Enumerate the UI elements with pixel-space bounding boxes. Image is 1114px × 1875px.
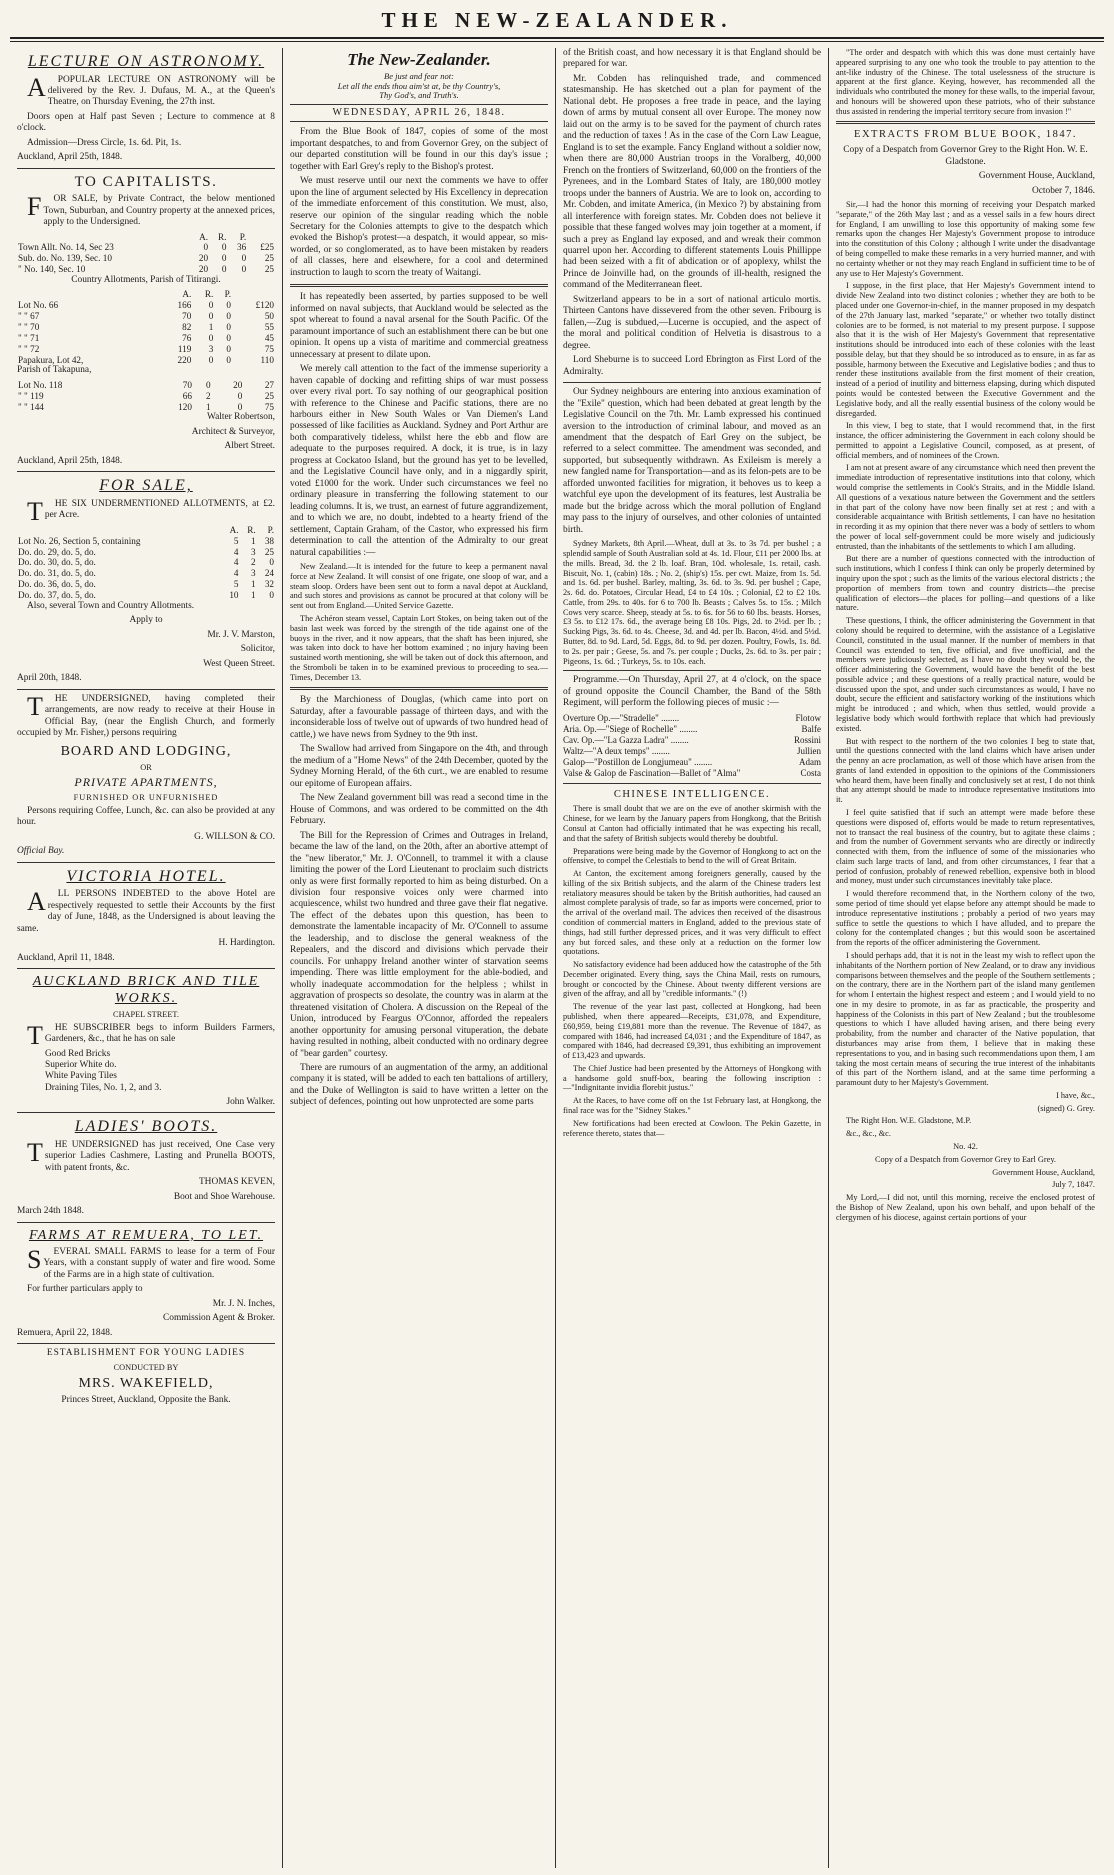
article-paragraph: But there are a number of questions connected with the introduction of such institutions, which I confess I think can only be properly determined by inquiry upon the spot ; such as the limits of the various electoral districts ; the proportion of members from town and country districts—the precise qualification of electors—the places for polling—and questions of a like nature.: [836, 554, 1095, 613]
ad-signature: Albert Street.: [224, 441, 275, 452]
quoted-paragraph: The Achéron steam vessel, Captain Lort Stokes, on being taken out of the basin last week was forced by the strength of the tide against one of the buoys in the river, and it now appears, that the shaft has been injured, she was taken into dock to have her bottom examined ; no injury having been sustained worth mentioning, she will be taken out of dock this afternoon, and the Stromboli be taken in to be examined previous to proceeding to sea.—Times, December 13.: [290, 614, 548, 682]
list-item: White Paving Tiles: [45, 1071, 117, 1082]
ad-title: FOR SALE,: [99, 477, 193, 495]
article-paragraph: No satisfactory evidence had been adduced how the catastrophe of the 5th December originated. Every thing, says the China Mail, rests on rumours, brought or concocted by the Chinese. About twenty different versions are given of the affray, and all by "credible informants." (!): [563, 960, 821, 999]
table-row: Lot No. 26, Section 5, containing 5 1 38: [18, 535, 274, 546]
ad-ladies-boots: [17, 1117, 275, 1217]
ad-title: TO CAPITALISTS.: [74, 173, 218, 190]
article-paragraph: At the Races, to have come off on the 1st February last, at Hongkong, the final race was for the "Sidney Stakes.": [563, 1096, 821, 1116]
ad-date: Auckland, April 11, 1848.: [17, 952, 115, 963]
article-paragraph: The Chief Justice had been presented by the Attorneys of Hongkong with a handsome gold snuff-box, bearing the following inscription :—"Indignitante invidia florebit justus.": [563, 1063, 821, 1093]
ad-title: VICTORIA HOTEL.: [66, 867, 226, 885]
article-paragraph: There is small doubt that we are on the eve of another skirmish with the Chinese, for we learn by the January papers from Hongkong, that the British Consul at Canton had officially intimated that he was expecting his recall, and that the safety of British subjects would thereby be doubtful.: [563, 804, 821, 843]
column-news: [556, 48, 829, 1868]
table-row: Lot No. 66 166 0 0 £120: [18, 300, 274, 311]
table-row: Do. do. 29, do. 5, do. 4 3 25: [18, 546, 274, 557]
article-paragraph: Sir,—I had the honor this morning of receiving your Despatch marked "separate," of the 26th May last ; and as a vessel sails in a few hours direct for England, I am unwilling to lose this opportunity of making some few remarks upon the changes Her Majesty's Government propose to introduce into the constitution of this Colony ; although I write under the disadvantage of being compelled to make these remarks in a very hurried manner, and with no certainty whether or not they may reach England in sufficient time to be of any use to Her Majesty's Government.: [836, 200, 1095, 278]
divider: [836, 121, 1095, 124]
article-paragraph: It has repeatedly been asserted, by parties supposed to be well informed on naval subjects, that Auckland would be selected as the spot whereat to found a naval arsenal for the South Pacific. Of the paramount importance of such an establishment there can be but one opinion. It opens up a vista of maritime and commercial greatness unnecessary at present to dilate upon.: [290, 292, 548, 360]
divider: [17, 471, 275, 472]
ad-signature: John Walker.: [226, 1096, 275, 1107]
divider: [17, 1343, 275, 1344]
ad-signature: Boot and Shoe Warehouse.: [173, 1191, 275, 1202]
ad-text: FOR SALE, by Private Contract, the below mentioned Town, Suburban, and Country property at the annexed prices, apply to the Undersigned.: [27, 192, 275, 228]
ad-date: March 24th 1848.: [17, 1206, 84, 1217]
list-item: Galop—"Postillon de Longjumeau" ........ Adam: [563, 756, 821, 767]
article-paragraph: Our Sydney neighbours are entering into anxious examination of the "Exile" question, which had been debated at great length by the Legislative Council on the 7th. Mr. Lamb expressed his continued aversion to the introduction of criminal labour, and moved as an amendment that the despatch of Earl Grey on the subject, be referred to a select committee. The amendment was seconded, and supported, but subsequently withdrawn. As Exileism is merely a new fangled name for Transportation—and as its felon-pets are to be afforded unwonted facilities for migration, it behoves us to keep a watchful eye upon the development of its features, lest Australia be made but the bridge across which the moral pollution of England may pass to the injury of ourselves, and other colonies of untainted birth.: [563, 387, 821, 535]
divider: [17, 168, 275, 169]
despatch-recipient: &c., &c., &c.: [846, 1129, 891, 1139]
table-row: Papakura, Lot 42, 220 0 0 110: [18, 354, 274, 365]
table-row: " " 71 76 0 0 45: [18, 332, 274, 343]
article-paragraph: These questions, I think, the officer administering the Government in that colony should be required to determine, with the assistance of a Legislative Council, constituted in the usual manner. If the number of members in that Council was extended to ten, five official, and five unofficial, and the members were judiciously selected, as I have no doubt they would be, the officer administering the Government, would have the benefit of the best possible advice ; and these questions of a really practical nature, would be discussed upon the spot, and under such circumstances as would, I have no doubt, secure the efficient and satisfactory working of the institutions which might be introduced ; and which, when thus settled, would provide a legislative body which would forthwith replace that which had previously existed.: [836, 616, 1095, 733]
despatch-address: Government House, Auckland,: [992, 1167, 1095, 1177]
ad-signature: Architect & Surveyor,: [191, 426, 275, 437]
list-item: Superior White do.: [45, 1060, 117, 1071]
ad-brick-works: [17, 973, 275, 1108]
ad-text: ALL PERSONS INDEBTED to the above Hotel are respectively requested to settle their Accounts by the first day of June, 1848, as the Undersigned is about leaving the same.: [17, 887, 275, 934]
market-report: Sydney Markets, 8th April.—Wheat, dull at 3s. to 3s 7d. per bushel ; a splendid sample of South Australian sold at 4s. 1d. Flour, £11 per 2000 lbs. at the mills. Bread, 3d. the 2 lb. loaf. Bran, 10d. wholesale, 1s. retail, cash. Biscuit, No. 1, (cabin) 18s. ; No. 2, (ship's) 15s. per cwt. Maize, from 1s. 5d. and 1s. 6d. per bushel. Barley, malting, 3s. 6d. to 3s. 9d. per bushel ; Cape, 2s. 6d. do. Potatoes, Circular Head, £4 to £4 10s. ; Colonial, £2 to £2 10s. Cattle, from 29s. to 40s. for 6 to 700 lb. Beasts ; Calves 5s. to 15s. ; Milch Cows very scarce. Sheep, steady at 5s. to 6s. for 56 to 60 lbs. beasts. Horses, £3 5s. to £12 17s. 6d., the average being £8 10s. Pigs, 2d. to 2½d. per lb. ; Sucking Pigs, 3s. 6d. to 4s. Cheese, 3d. and 4d. per lb. Bacon, 4½d. and 5½d. Butter, 8d. to 9d. Lard, 5d. Eggs, 8d. to 9d. per dozen. Poultry, Fowls, 1s. 8d. to 2s. per pair ; Geese, 5s. and 7s. per couple ; Ducks, 2s. 6d. to 3s. per pair ; Pigeons, 1s. 6d. ; Turkeys, 5s. to 10s. each.: [563, 539, 821, 666]
table-row: Lot No. 118 70 0 20 27: [18, 379, 274, 390]
despatch-date: July 7, 1847.: [1052, 1180, 1095, 1190]
list-item: Valse & Galop de Fascination—Ballet of "Alma" Costa: [563, 767, 821, 778]
ad-boarding: [17, 691, 275, 858]
divider: [17, 1112, 275, 1113]
divider: [17, 689, 275, 690]
ad-text: Persons requiring Coffee, Lunch, &c. can also be provided at any hour.: [17, 805, 275, 828]
ad-subtitle: CHAPEL STREET.: [113, 1010, 179, 1020]
motto-line: Let all the ends thou aim'st at, be thy Country's,: [337, 80, 501, 91]
programme-intro: Programme.—On Thursday, April 27, at 4 o'clock, on the space of ground opposite the Council Chamber, the Band of the 58th Regiment, will perform the following pieces of music :—: [563, 675, 821, 709]
article-paragraph: From the Blue Book of 1847, copies of some of the most important despatches, to and from Governor Grey, on the subject of our departed constitution will be found in our this day's issue ; together with Earl Grey's reply to the Bishop's protest.: [290, 127, 548, 172]
divider: [17, 1222, 275, 1223]
list-item: Good Red Bricks: [45, 1048, 111, 1059]
ad-subtitle: CONDUCTED BY: [113, 1362, 179, 1372]
masthead: THE NEW-ZEALANDER.: [10, 6, 1104, 39]
article-paragraph: We merely call attention to the fact of the immense superiority a haven capable of docking and refitting ships of war must possess over every rival port. To say nothing of our geographical position with reference to the Chinese and Pacific stations, there are no harbours either in New South Wales or Van Diemen's Land possessed of like facilities as Auckland. Sydney and Port Arthur are both comparatively tideless, whilst here the ebb and flow are adequate to the purposes required. A dock, it is true, is in lazy progress at Cockatoo Island, but the ground has yet to be levelled, and the Legislative Council have only, and in a niggardly spirit, voted £1000 for the work. Under such circumstances we feel no ordinary pleasure in transferring the following statement to our leading columns. It is, we trust, an earnest of future aggrandizement, and to which we are, no doubt, indebted to a hearty friend of the settlement, Captain Graham, of the Castor, who expressed his firm determination to call the attention of the Admiralty to our great natural capabilities :—: [290, 364, 548, 558]
ad-signature: H. Hardington.: [218, 938, 275, 949]
ad-date: Auckland, April 25th, 1848.: [17, 152, 123, 163]
programme-list: [563, 713, 821, 779]
lot-table: [17, 380, 275, 413]
ad-display-line: FURNISHED OR UNFURNISHED: [73, 792, 219, 802]
ad-signature: Mr. J. N. Inches,: [212, 1298, 275, 1309]
ad-text: THE SIX UNDERMENTIONED ALLOTMENTS, at £2. per Acre.: [27, 496, 275, 526]
despatch-heading: Copy of a Despatch from Governor Grey to the Right Hon. W. E. Gladstone.: [843, 145, 1088, 167]
ad-text: APOPULAR LECTURE ON ASTRONOMY will be delivered by the Rev. J. Dufaus, M. A., at the Queen's Theatre, on Thursday Evening, the 27th inst.: [27, 72, 275, 108]
divider: [563, 670, 821, 671]
list-item: Cav. Op.—"La Gazza Ladra" ........ Rossini: [563, 734, 821, 745]
table-header: A. R. P.: [199, 231, 247, 242]
ad-text: SEVERAL SMALL FARMS to lease for a term of Four Years, with a constant supply of water and fire wood. Some of the Farms are in a high state of cultivation.: [27, 1244, 275, 1280]
article-paragraph: I should perhaps add, that it is not in the least my wish to reflect upon the inhabitants of the Northern portion of New Zealand, or to draw any invidious comparisons between themselves and the people of the Southern settlements ; on the contrary, there are in the Northern part of the island many gentlemen for whom I entertain the highest respect and esteem ; and I would yield to no one in my desire to promote, in as far as practicable, the prosperity and happiness of the Colonists in this part of New Zealand ; but the troublesome questions to which I have alluded having arisen, and there being every probability, from the number and character of the Native population, that disturbances may arise from them, I believe that in making these representations to you, and in basing such recommendations upon them, I am taking the most certain means of securing the true interest of the inhabitants of this part of the Northern island, and at the same time performing a paramount duty to her Majesty's Government.: [836, 950, 1095, 1088]
ad-date: April 20th, 1848.: [17, 673, 82, 684]
ad-title: LECTURE ON ASTRONOMY.: [27, 53, 265, 70]
article-paragraph: I suppose, in the first place, that Her Majesty's Government intend to divide New Zealand into two distinct colonies ; whether they are both to be placed under one Governor-in-chief, in the manner proposed in my despatch of the 27th January last, marked "separate," or whether two totally distinct colonies are to be formed, is not material to my present purpose. I suppose also that it is the wish of Her Majesty's Government that representative institutions should be introduced into each of these colonies with the least possible delay, but that they should be so introduced as to ensure, in as far as possible, harmony between the Executive and Legislative bodies ; and thus to render these institutions available from the first moment of their creation, instead of a period of inutility and bitterness elapsing, during which disputed points would be contested between the Executive Government and the Legislative body, and all the really essential business of the colony would be disregarded.: [836, 281, 1095, 418]
table-row: Do. do. 36, do. 5, do. 5 1 32: [18, 579, 274, 590]
motto-line: Be just and fear not:: [384, 70, 454, 81]
table-row: " " 70 82 1 0 55: [18, 321, 274, 332]
ad-signature: Mr. J. V. Marston,: [207, 629, 275, 640]
divider: [563, 382, 821, 383]
columns: [10, 48, 1104, 1868]
column-blue-book: [829, 48, 1102, 1868]
ad-lecture: [17, 52, 275, 164]
dateline: WEDNESDAY, APRIL 26, 1848.: [290, 104, 548, 122]
despatch-signature: (signed) G. Grey.: [1037, 1103, 1095, 1113]
ad-signature: Walter Robertson,: [207, 412, 275, 423]
table-row: Sub. do. No. 139, Sec. 10 20 0 0 25: [18, 253, 274, 264]
article-paragraph: Lord Sheburne is to succeed Lord Ebrington as First Lord of the Admiralty.: [563, 355, 821, 377]
table-row: Do. do. 31, do. 5, do. 4 3 24: [18, 568, 274, 579]
ad-signature: Solicitor,: [240, 644, 275, 655]
ad-signature: Commission Agent & Broker.: [163, 1313, 275, 1324]
item-list: [45, 1049, 275, 1094]
table-row: Do. do. 30, do. 5, do. 4 2 0: [18, 557, 274, 568]
motto-line: Thy God's, and Truth's.: [379, 90, 459, 101]
table-header: A. R. P.: [182, 289, 231, 300]
ad-text: For further particulars apply to: [27, 1284, 143, 1295]
despatch-date: October 7, 1846.: [1031, 185, 1095, 196]
ad-text: Also, several Town and Country Allotments.: [27, 600, 195, 611]
ad-text: Princes Street, Auckland, Opposite the Bank.: [61, 1395, 231, 1406]
column-editorial: [283, 48, 556, 1868]
ad-victoria-hotel: [17, 867, 275, 964]
ad-signature: G. WILLSON & CO.: [194, 831, 275, 842]
table-row: " " 72 119 3 0 75: [18, 343, 274, 354]
despatch-number: No. 42.: [953, 1142, 978, 1152]
paper-title: The New-Zealander.: [347, 50, 491, 69]
article-paragraph: My Lord,—I did not, until this morning, receive the enclosed protest of the Bishop of New Zealand, upon his own behalf, and upon behalf of the clergymen of his diocese, against certain portions of your: [836, 1193, 1095, 1222]
table-subtitle: Country Allotments, Parish of Titirangi.: [71, 274, 221, 285]
ad-display-line: MRS. WAKEFIELD,: [78, 1376, 214, 1392]
ad-signature: West Queen Street.: [203, 658, 275, 669]
ad-date: Auckland, April 25th, 1848.: [17, 455, 123, 466]
article-paragraph: By the Marchioness of Douglas, (which came into port on Saturday, after a favourable passage of thirteen days, and with the inconsiderable loss of twelve out of upwards of two hundred head of cattle,) we have news from Sydney to the 9th inst.: [290, 695, 548, 740]
divider: [290, 687, 548, 690]
divider: [17, 968, 275, 969]
table-row: " " 67 70 0 0 50: [18, 311, 274, 322]
table-row: " No. 140, Sec. 10 20 0 0 25: [18, 264, 274, 275]
article-paragraph: We must reserve until our next the comments we have to offer upon the line of argument selected by His Excellency in deprecation of the immediate enforcement of this constitution. We must, also, reserve our opinion of the singular reading which the noble Secretary for the Colonies attempts to give to the despatch which evoked the Bishop's protest—a despatch, it would appear, so mis-worded, or so conglomerated, as to have been mistaken by readers of all classes, here and elsewhere, for a cool and determined instruction to laugh to scorn the treaty of Waitangi.: [290, 176, 548, 278]
article-paragraph: The Bill for the Repression of Crimes and Outrages in Ireland, became the law of the land, on the 20th, after an abortive attempt of the "new liberator," Mr. J. O'Connell, to trammel it with a clause limiting the power of the Lord Lieutenant to proclaim such districts only as were first formally reported to him as being disturbed. On a division four responsive voices only were charmed into acquiescence, whilst two hundred and three gave their flat negative. The effect of the debates upon this question, has been to demonstrate the lamentable incapacity of Mr. O'Connell to assume the leadership, and to disclose the general weakness of the Repealers, and the discord and divisions which pervade their councils. For unhappy Ireland another winter of starvation seems impending. There was little employment for the able-bodied, and wholly inadequate accommodation for the helpless ; whilst in aggravation of prospects so desolate, the country was in alarm at the threatened visitation of Cholera. A discussion on the Repeal of the Union, introduced by Feargus O'Connor, afforded the repealers another opportunity for amusing personal vituperation, the debate having resulted in nothing, albeit conducted with no ordinary degree of "bear garden" courtesy.: [290, 830, 548, 1059]
despatch-recipient: The Right Hon. W.E. Gladstone, M.P.: [846, 1116, 972, 1126]
article-paragraph: The Swallow had arrived from Singapore on the 4th, and through the medium of a "Home News" of the 24th December, quoted by the Sydney Morning Herald, of the 6th curt., we are enabled to resume our epitome of European affairs.: [290, 744, 548, 789]
ad-date: Official Bay.: [17, 846, 65, 857]
article-paragraph: New fortifications had been erected at Cowloon. The Pekin Gazette, in reference thereto, states that—: [563, 1118, 821, 1138]
divider: [17, 862, 275, 863]
quoted-paragraph: "The order and despatch with which this was done must certainly have appeared surprising to any one who took the trouble to pay attention to the ant-like industry of the Chinese. The total uselessness of the structure is apparent at the first glance. Keying, however, has recommended all the individuals who contributed the money for these walls, to the imperial favour, and honours will be showered upon these patriots, who of their substance thus assisted in rendering the imperial territory secure from invasion !": [836, 48, 1095, 116]
divider: [563, 783, 821, 784]
ad-text: THE UNDERSIGNED has just received, One Case very superior Ladies Cashmere, Lasting and Prunella BOOTS, with patent fronts, &c.: [27, 1137, 275, 1173]
article-paragraph: In this view, I beg to state, that I would recommend that, in the first instance, the officer administering the Government in each colony should be permitted to appoint a Legislative Council, composed, as at present, of official members, and of nominees of the Crown.: [836, 421, 1095, 460]
table-subtitle: Parish of Takapuna,: [17, 365, 92, 376]
quoted-paragraph: New Zealand.—It is intended for the future to keep a permanent naval force at New Zealand. It will consist of one frigate, one sloop of war, and a steam sloop. Orders have been sent out to form a naval depot at Auckland, and such stores and provisions as cannot be procured at that colony will be sent out from England.—United Service Gazette.: [290, 562, 548, 611]
ad-for-sale: [17, 476, 275, 684]
article-paragraph: Switzerland appears to be in a sort of national articulo mortis. Thirteen Cantons have dissevered from the other seven. Fribourg is fallen,—Zug is subdued,—Lucerne is occupied, and the aspect of the moral and political condition of Helvetia is disastrous to a degree.: [563, 294, 821, 351]
article-paragraph: I am not at present aware of any circumstance which need then prevent the immediate introduction of representative institutions into that colony, which would comprise the settlements in Cook's Straits, and in the Middle Island. All questions of a vexatious nature between the Government and the settlers in that part of the colony have now been finally set at rest ; and with a considerable acquaintance with British settlements, I can have no hesitation in recording it as my opinion that there never was a body of settlers to whom the power of local self-government could be more wisely and judiciously entrusted, than the inhabitants of the settlements to which I am alluding.: [836, 463, 1095, 551]
list-item: Waltz—"A deux temps" ........ Jullien: [563, 745, 821, 756]
lot-table: [17, 289, 275, 365]
ad-text: Admission—Dress Circle, 1s. 6d. Pit, 1s.: [27, 137, 182, 148]
ad-text: Apply to: [129, 615, 163, 626]
ad-title: ESTABLISHMENT FOR YOUNG LADIES: [46, 1348, 246, 1359]
masthead-rule: [10, 41, 1104, 42]
article-paragraph: The New Zealand government bill was read a second time in the House of Commons, and was ordered to be committed on the 4th February.: [290, 793, 548, 827]
ad-signature: THOMAS KEVEN,: [198, 1177, 275, 1188]
article-paragraph: But with respect to the northern of the two colonies I beg to state that, until the questions connected with the land claims which have arisen under the penny an acre proclamation, as well of those which have arisen from the grants of land extended in opposition to the opinions of the Commissioners who heard them, have been finally and conclusively set at rest, I do not think that any attempt should be made to introduce representative institutions into it.: [836, 736, 1095, 805]
article-paragraph: The revenue of the year last past, collected at Hongkong, had been published, when there appeared—Receipts, £31,078, and Expenditure, £60,959, being £19,881 more than the revenue. The Revenue of 1847, as compared with 1846, had increased £4,031 ; and the Expenditure of 1847, as compared with 1846, had decreased £9,391, thus exhibiting an improvement of £13,423 and upwards.: [563, 1002, 821, 1061]
article-paragraph: of the British coast, and how necessary it is that England should be prepared for war.: [563, 48, 821, 70]
article-paragraph: Mr. Cobden has relinquished trade, and commenced statesmanship. He has sketched out a plan for payment of the National debt. He proposes a free trade in peace, and the laying down of arms by mutual consent all over Europe. The money now laid out on the army is to be saved for the payment of church rates and the reduction of taxes ! As in the case of the Corn Law League, England is to set the example. Fancy England without a soldier now, when there are 80,000 Austrian troops in the Voralberg, 40,000 French on the frontiers of Switzerland, 60,000 on the frontiers of the Pyrenees, and in the Lombard States of Italy, are 180,000 motley troops under the banners of Austria. We are to look on, according to Mr. Cobden, and imitate America, (in Mexico ?) by abstaining from all interference with foreign states. Mr. Cobden does not believe it possible that these fanged wolves may join together at a moment, if such a prey as England lay exposed, and and wreak their common quarrel upon her. According to different statements Louis Phillippe had been seized with a fit of abdication or of apoplexy, whilst the Prince de Joinville had, on the grounds of ill-health, resigned the command of the Mediterranean fleet.: [563, 73, 821, 291]
article-paragraph: I would therefore recommend that, in the Northern colony of the two, some period of time should yet elapse before any attempt should be made to introduce representative institutions ; probably a period of two years may suffice to settle the questions to which I have alluded, and to prepare the colony for the contemplated changes ; but this would soon be ascertained from the reports of the officer administering the Government.: [836, 889, 1095, 948]
ad-title: FARMS AT REMUERA, TO LET.: [28, 1227, 264, 1243]
ad-display-line: OR: [140, 762, 152, 772]
despatch-heading: Copy of a Despatch from Governor Grey to Earl Grey.: [874, 1154, 1056, 1164]
article-paragraph: There are rumours of an augmentation of the army, an additional company it is stated, will be added to each ten battalions of artillery, and the Duke of Wellington is said to have written a letter on the subject of defences, pointing out how unprotected are some parts: [290, 1063, 548, 1108]
article-paragraph: At Canton, the excitement among foreigners generally, caused by the killing of the six British subjects, and the alarm of the Chinese traders lest retaliatory measures should be taken by the British authorities, had caused an almost complete paralysis of trade, so far as imports were concerned, prior to the arrival of the overland mail. The advices then received of the disastrous condition of commercial matters in England, added to the previous state of things, had still further depressed prices, and it was very difficult to effect any but forced sales, and these only at a reduction on the former low quotations.: [563, 869, 821, 957]
section-heading: CHINESE INTELLIGENCE.: [613, 788, 771, 800]
table-header: A. R. P.: [229, 524, 274, 535]
list-item: Overture Op.—"Stradelle" ........ Flotow: [563, 712, 821, 723]
ad-farms: [17, 1227, 275, 1339]
ad-school: [17, 1348, 275, 1407]
ad-title: AUCKLAND BRICK AND TILE WORKS.: [32, 973, 260, 1007]
ad-display-line: PRIVATE APARTMENTS,: [74, 775, 218, 790]
article-paragraph: Preparations were being made by the Governor of Hongkong to act on the offensive, to compel the Celestials to bend to the will of Great Britain.: [563, 846, 821, 866]
divider: [290, 284, 548, 287]
list-item: Aria. Op.—"Siege of Rochelle" ........ Balfe: [563, 723, 821, 734]
ad-capitalists: [17, 173, 275, 468]
ad-date: Remuera, April 22, 1848.: [17, 1327, 113, 1338]
column-advertisements: [10, 48, 283, 1868]
ad-text: THE UNDERSIGNED, having completed their arrangements, are now ready to receive at their House in Official Bay, (near the English Church, and formerly occupied by Mr. Fisher,) persons requiring: [17, 691, 275, 739]
ad-title: LADIES' BOOTS.: [74, 1118, 218, 1136]
table-row: " " 144 120 1 0 75: [18, 401, 274, 412]
ad-text: Doors open at Half past Seven ; Lecture to commence at 8 o'clock.: [17, 111, 275, 134]
lot-table: [17, 525, 275, 601]
table-row: Town Allt. No. 14, Sec 23 0 0 36 £25: [18, 242, 274, 253]
section-heading: EXTRACTS FROM BLUE BOOK, 1847.: [854, 129, 1077, 141]
article-paragraph: I feel quite satisfied that if such an attempt were made before these questions were disposed of, efforts would be made to return representatives, not to transact the real business of the country, but to agitate these claims ; and from the number of Government servants who are directly or indirectly connected with them, from the influence of some of the missionaries who claim such large tracts of land, and from other circumstances, I fear that a period of confusion, probably of renewed rebellion, expensive both in blood and money, must under such circumstances inevitably take place.: [836, 808, 1095, 886]
table-row: Do. do. 37, do. 5, do. 10 1 0: [18, 589, 274, 600]
despatch-signature: I have, &c.,: [1056, 1090, 1095, 1100]
table-row: " " 119 66 2 0 25: [18, 390, 274, 401]
list-item: Draining Tiles, No. 1, 2, and 3.: [45, 1082, 162, 1093]
ad-text: THE SUBSCRIBER begs to inform Builders Farmers, Gardeners, &c., that he has on sale: [27, 1020, 275, 1050]
despatch-address: Government House, Auckland,: [978, 171, 1095, 182]
lot-table: [17, 232, 275, 275]
ad-display-line: BOARD AND LODGING,: [60, 743, 232, 759]
